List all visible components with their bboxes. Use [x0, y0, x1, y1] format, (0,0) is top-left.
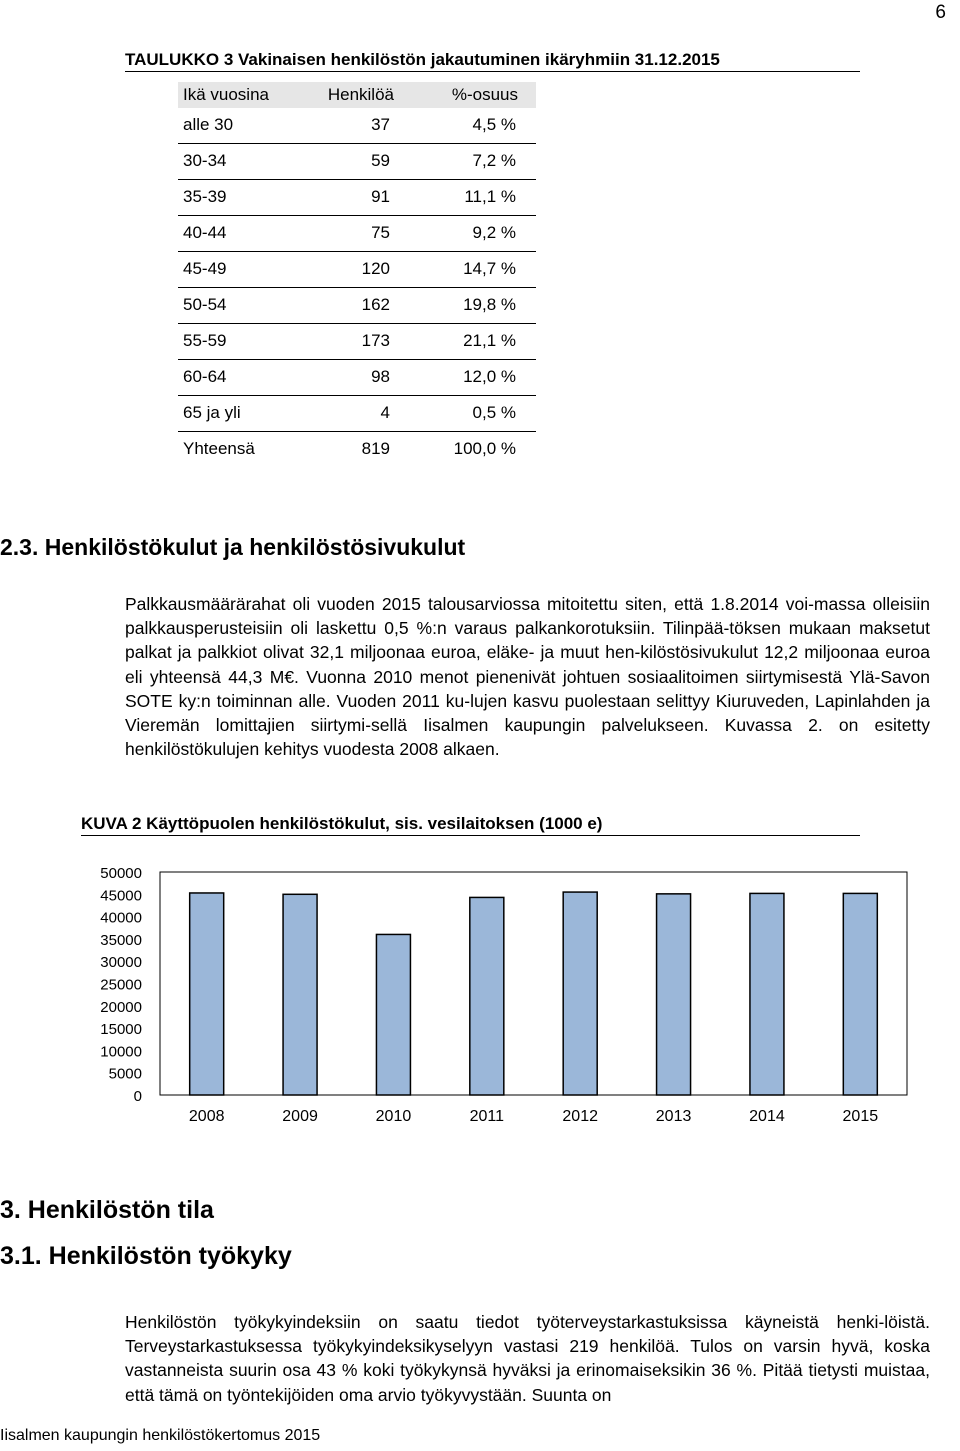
cell-age: 40-44 — [183, 223, 227, 242]
bar-2009 — [283, 894, 317, 1095]
cell-age: 60-64 — [183, 367, 227, 386]
y-tick-label: 35000 — [100, 931, 142, 949]
cell-percent: 12,0 % — [463, 367, 516, 386]
table-caption: TAULUKKO 3 Vakinaisen henkilöstön jakautuminen ikäryhmiin 31.12.2015 — [125, 50, 860, 72]
cell-persons: 173 — [361, 331, 390, 350]
bar-2012 — [563, 892, 597, 1095]
cell-age: Yhteensä — [183, 439, 255, 458]
cell-percent: 0,5 % — [472, 403, 516, 422]
cell-persons: 59 — [371, 151, 390, 170]
cell-percent: 14,7 % — [463, 259, 516, 278]
cell-percent: 19,8 % — [463, 295, 516, 314]
cell-persons: 819 — [361, 439, 390, 458]
header-percent: %-osuus — [451, 85, 518, 104]
y-tick-label: 0 — [133, 1088, 142, 1105]
table-row — [178, 396, 536, 432]
cell-age: 65 ja yli — [183, 403, 241, 422]
cell-percent: 21,1 % — [463, 331, 516, 350]
x-tick-label: 2015 — [842, 1108, 879, 1125]
y-tick-label: 40000 — [100, 909, 142, 927]
header-persons: Henkilöä — [327, 85, 394, 104]
header-age: Ikä vuosina — [183, 85, 269, 104]
cell-persons: 91 — [371, 187, 390, 206]
personnel-cost-bar-chart — [0, 855, 960, 1135]
paragraph-text: Henkilöstön työkykyindeksiin on saatu tiedot työterveystarkastuksissa käyneistä henki-löistä. Terveystarkastuksessa työkykyindeksikyselyyn vastasi 219 henkilöä. Tulos on varsin hyvä, koska vastanneista suurin osa 43 % koki työkykynsä hyväksi ja erinomaiseksikin 36 %. Pitää tietysti muistaa, että tämä on työntekijöiden oma arvio työkyvystään. Suunta on — [125, 1312, 930, 1405]
y-tick-label: 10000 — [100, 1043, 142, 1061]
table-row — [178, 288, 536, 324]
cell-persons: 4 — [380, 403, 390, 422]
y-tick-label: 5000 — [108, 1065, 142, 1083]
age-distribution-table — [178, 82, 536, 468]
y-tick-label: 30000 — [100, 954, 142, 972]
table-header-row — [178, 82, 536, 108]
cell-age: 55-59 — [183, 331, 227, 350]
cell-persons: 75 — [371, 223, 390, 242]
y-tick-label: 15000 — [100, 1021, 142, 1039]
cell-percent: 100,0 % — [453, 439, 516, 458]
cell-percent: 11,1 % — [464, 187, 516, 206]
cell-percent: 9,2 % — [472, 223, 516, 242]
plot-area-frame — [160, 872, 907, 1095]
table-row — [178, 144, 536, 180]
cell-age: 45-49 — [183, 259, 227, 278]
x-tick-label: 2013 — [655, 1108, 692, 1125]
x-tick-label: 2011 — [469, 1108, 505, 1125]
x-tick-label: 2014 — [749, 1108, 785, 1125]
section-3-1-paragraph — [125, 1310, 930, 1407]
cell-persons: 98 — [371, 367, 390, 386]
bar-2014 — [750, 893, 784, 1095]
cell-age: 30-34 — [183, 151, 227, 170]
page-footer: Iisalmen kaupungin henkilöstökertomus 2015 — [0, 1427, 321, 1444]
y-tick-label: 45000 — [100, 887, 142, 905]
cell-percent: 4,5 % — [472, 115, 516, 134]
cell-age: alle 30 — [183, 115, 234, 134]
cell-percent: 7,2 % — [472, 151, 516, 170]
table-row — [178, 252, 536, 288]
section-2-3-paragraph — [125, 592, 930, 761]
cell-persons: 37 — [371, 115, 390, 134]
bar-2013 — [657, 894, 691, 1095]
bar-2015 — [843, 893, 877, 1095]
section-heading-3: 3. Henkilöstön tila — [0, 1196, 214, 1224]
bar-2010 — [376, 934, 410, 1095]
page-number: 6 — [935, 2, 946, 23]
cell-age: 35-39 — [183, 187, 227, 206]
bar-2011 — [470, 897, 504, 1095]
section-heading-2-3: 2.3. Henkilöstökulut ja henkilöstösivukulut — [0, 534, 466, 560]
cell-age: 50-54 — [183, 295, 227, 314]
x-tick-label: 2008 — [188, 1108, 225, 1125]
y-tick-label: 50000 — [100, 865, 142, 882]
x-tick-label: 2010 — [375, 1108, 412, 1125]
bar-2008 — [190, 893, 224, 1095]
cell-persons: 162 — [361, 295, 390, 314]
y-tick-label: 20000 — [100, 998, 142, 1016]
paragraph-text: Palkkausmäärärahat oli vuoden 2015 talousarviossa mitoitettu siten, että 1.8.2014 voi-massa olleisiin palkkausperusteisiin oli laskettu 0,5 %:n varaus palkankorotuksiin. Tilinpää-töksen mukaan maksetut palkat ja palkkiot olivat 32,1 miljoonaa euroa, eläke- ja muut hen-kilöstösivukulut 12,2 miljoonaa euroa eli yhteensä 44,3 M€. Vuonna 2010 menot pienenivät johtuen sosiaalitoimen siirtymisestä Ylä-Savon SOTE ky:n toiminnan alle. Vuoden 2011 ku-lujen kasvu puolestaan selittyy Kiuruveden, Lapinlahden ja Vieremän lomittajien siirtymi-sellä Iisalmen kaupungin palvelukseen. Kuvassa 2. on esitetty henkilöstökulujen kehitys vuodesta 2008 alkaen. — [125, 594, 930, 760]
table-row — [178, 324, 536, 360]
x-tick-label: 2009 — [282, 1108, 318, 1125]
x-tick-label: 2012 — [562, 1108, 598, 1125]
y-tick-label: 25000 — [100, 976, 142, 994]
table-row — [178, 360, 536, 396]
table-row — [178, 108, 536, 144]
table-row — [178, 180, 536, 216]
section-heading-3-1: 3.1. Henkilöstön työkyky — [0, 1242, 292, 1270]
table-total-row — [178, 432, 536, 468]
cell-persons: 120 — [361, 259, 390, 278]
table-row — [178, 216, 536, 252]
figure-caption: KUVA 2 Käyttöpuolen henkilöstökulut, sis. vesilaitoksen (1000 e) — [81, 814, 860, 836]
